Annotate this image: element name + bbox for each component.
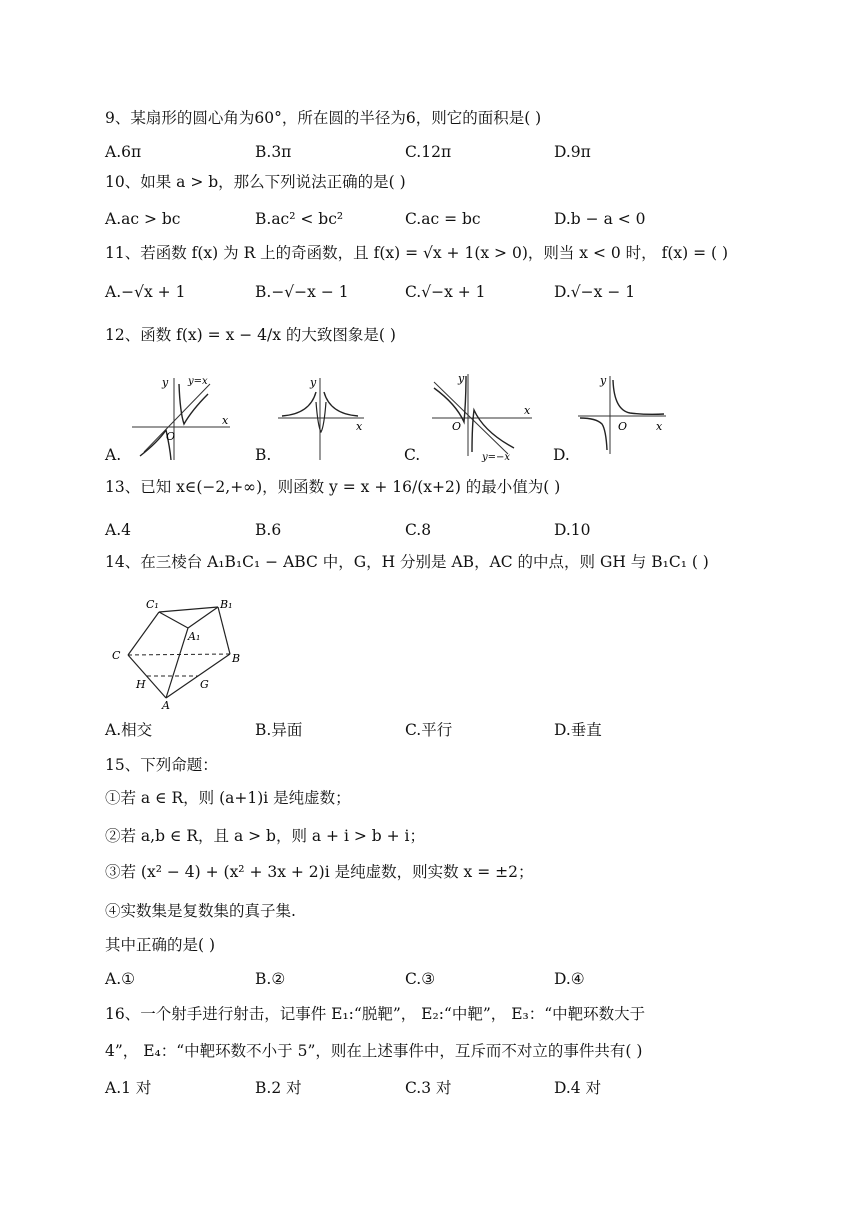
edge-b1b xyxy=(218,607,230,654)
q13-option-b: B.6 xyxy=(255,521,282,539)
q15-option-a: A.① xyxy=(105,970,136,988)
label-a1: A₁ xyxy=(188,630,201,643)
q14-option-d: D.垂直 xyxy=(554,721,602,739)
q16-stem-line-2: 4”， E₄：“中靶环数不小于 5”，则在上述事件中，互斥而不对立的事件共有( ) xyxy=(105,1042,643,1060)
q10-option-c: C.ac = bc xyxy=(405,210,481,228)
q12-option-c: C. xyxy=(404,446,421,464)
q15-option-d: D.④ xyxy=(554,970,585,988)
curve-right-upper xyxy=(324,392,358,416)
q14-stem: 14、在三棱台 A₁B₁C₁ − ABC 中，G，H 分别是 AB，AC 的中点，则 GH 与 B₁C₁ ( ) xyxy=(105,553,709,571)
q9-options xyxy=(105,142,785,162)
q15-stem: 15、下列命题： xyxy=(105,756,218,774)
q16-options xyxy=(105,1078,785,1098)
label-g: G xyxy=(200,678,209,691)
q14-option-c: C.平行 xyxy=(405,721,453,739)
label-b1: B₁ xyxy=(220,598,233,611)
q10-option-a: A.ac > bc xyxy=(105,210,181,228)
q9-option-c: C.12π xyxy=(405,143,452,161)
q12-option-a: A. xyxy=(105,446,122,464)
q12-graph-c xyxy=(422,370,537,462)
q10-stem: 10、如果 a > b，那么下列说法正确的是( ) xyxy=(105,173,406,191)
x-label: x xyxy=(524,404,531,417)
q12-graph-b xyxy=(272,372,372,462)
curve-left xyxy=(580,418,607,450)
q13-option-a: A.4 xyxy=(105,521,131,539)
label-b: B xyxy=(232,652,241,665)
q12-graph-a xyxy=(122,372,237,462)
origin-label: O xyxy=(166,430,176,443)
y-label: y xyxy=(310,376,317,389)
q14-frustum-figure xyxy=(106,590,251,710)
edge-c1b1 xyxy=(159,607,218,612)
q9-option-b: B.3π xyxy=(255,143,292,161)
asymptote-line xyxy=(144,384,210,452)
edge-a1a xyxy=(166,628,188,698)
label-c: C xyxy=(112,649,121,662)
q13-option-c: C.8 xyxy=(405,521,432,539)
q12-option-d: D. xyxy=(553,446,570,464)
curve-right xyxy=(472,410,514,452)
origin-label: O xyxy=(452,420,462,433)
line-label: y=x xyxy=(188,376,208,387)
q14-options xyxy=(105,720,785,740)
q11-option-d: D.√−x − 1 xyxy=(554,283,636,301)
curve-dip xyxy=(316,402,326,432)
q11-options xyxy=(105,282,785,302)
x-label: x xyxy=(222,414,229,427)
q10-options xyxy=(105,209,785,229)
q13-stem: 13、已知 x∈(−2,+∞)，则函数 y = x + 16/(x+2) 的最小值为( ) xyxy=(105,478,561,496)
q10-option-d: D.b − a < 0 xyxy=(554,210,646,228)
q11-option-c: C.√−x + 1 xyxy=(405,283,486,301)
y-label: y xyxy=(600,374,607,387)
q15-option-c: C.③ xyxy=(405,970,436,988)
q16-option-d: D.4 对 xyxy=(554,1079,602,1097)
q16-option-c: C.3 对 xyxy=(405,1079,452,1097)
q11-option-a: A.−√x + 1 xyxy=(105,283,186,301)
q11-stem: 11、若函数 f(x) 为 R 上的奇函数，且 f(x) = √x + 1(x > 0)，则当 x < 0 时， f(x) = ( ) xyxy=(105,244,729,262)
q15-option-b: B.② xyxy=(255,970,286,988)
q11-option-b: B.−√−x − 1 xyxy=(255,283,349,301)
q15-ask: 其中正确的是( ) xyxy=(105,936,216,954)
q16-option-a: A.1 对 xyxy=(105,1079,152,1097)
q16-option-b: B.2 对 xyxy=(255,1079,302,1097)
label-c1: C₁ xyxy=(146,598,159,611)
q12-graph-d xyxy=(572,372,672,462)
line-label: y=−x xyxy=(482,452,511,462)
edge-c1a1 xyxy=(159,612,188,628)
origin-label: O xyxy=(618,420,628,433)
q15-item-2: ②若 a,b ∈ R，且 a > b，则 a + i > b + i； xyxy=(105,827,425,845)
y-label: y xyxy=(458,372,465,385)
x-label: x xyxy=(356,420,363,433)
q15-item-4: ④实数集是复数集的真子集. xyxy=(105,902,296,920)
q9-option-a: A.6π xyxy=(105,143,142,161)
q9-stem: 9、某扇形的圆心角为60°，所在圆的半径为6，则它的面积是( ) xyxy=(105,109,542,127)
edge-b1a1 xyxy=(188,607,218,628)
curve-right xyxy=(613,380,664,414)
x-label: x xyxy=(656,420,663,433)
q13-option-d: D.10 xyxy=(554,521,591,539)
edge-cb-hidden xyxy=(128,654,230,655)
q10-option-b: B.ac² < bc² xyxy=(255,210,344,228)
label-h: H xyxy=(136,678,146,691)
q13-options xyxy=(105,520,785,540)
y-label: y xyxy=(162,376,169,389)
q15-item-1: ①若 a ∈ R，则 (a+1)i 是纯虚数； xyxy=(105,789,351,807)
q14-option-a: A.相交 xyxy=(105,721,153,739)
q9-option-d: D.9π xyxy=(554,143,591,161)
q14-option-b: B.异面 xyxy=(255,721,303,739)
curve-left-upper xyxy=(282,392,316,416)
q15-item-3: ③若 (x² − 4) + (x² + 3x + 2)i 是纯虚数，则实数 x = ±2； xyxy=(105,863,534,881)
q16-stem-line-1: 16、一个射手进行射击，记事件 E₁:“脱靶”， E₂:“中靶”， E₃：“中靶环数大于 xyxy=(105,1005,646,1023)
label-a: A xyxy=(162,699,170,710)
q12-stem: 12、函数 f(x) = x − 4/x 的大致图象是( ) xyxy=(105,326,396,344)
q12-option-b: B. xyxy=(255,446,272,464)
edge-c1c xyxy=(128,612,159,655)
q15-options xyxy=(105,969,785,989)
